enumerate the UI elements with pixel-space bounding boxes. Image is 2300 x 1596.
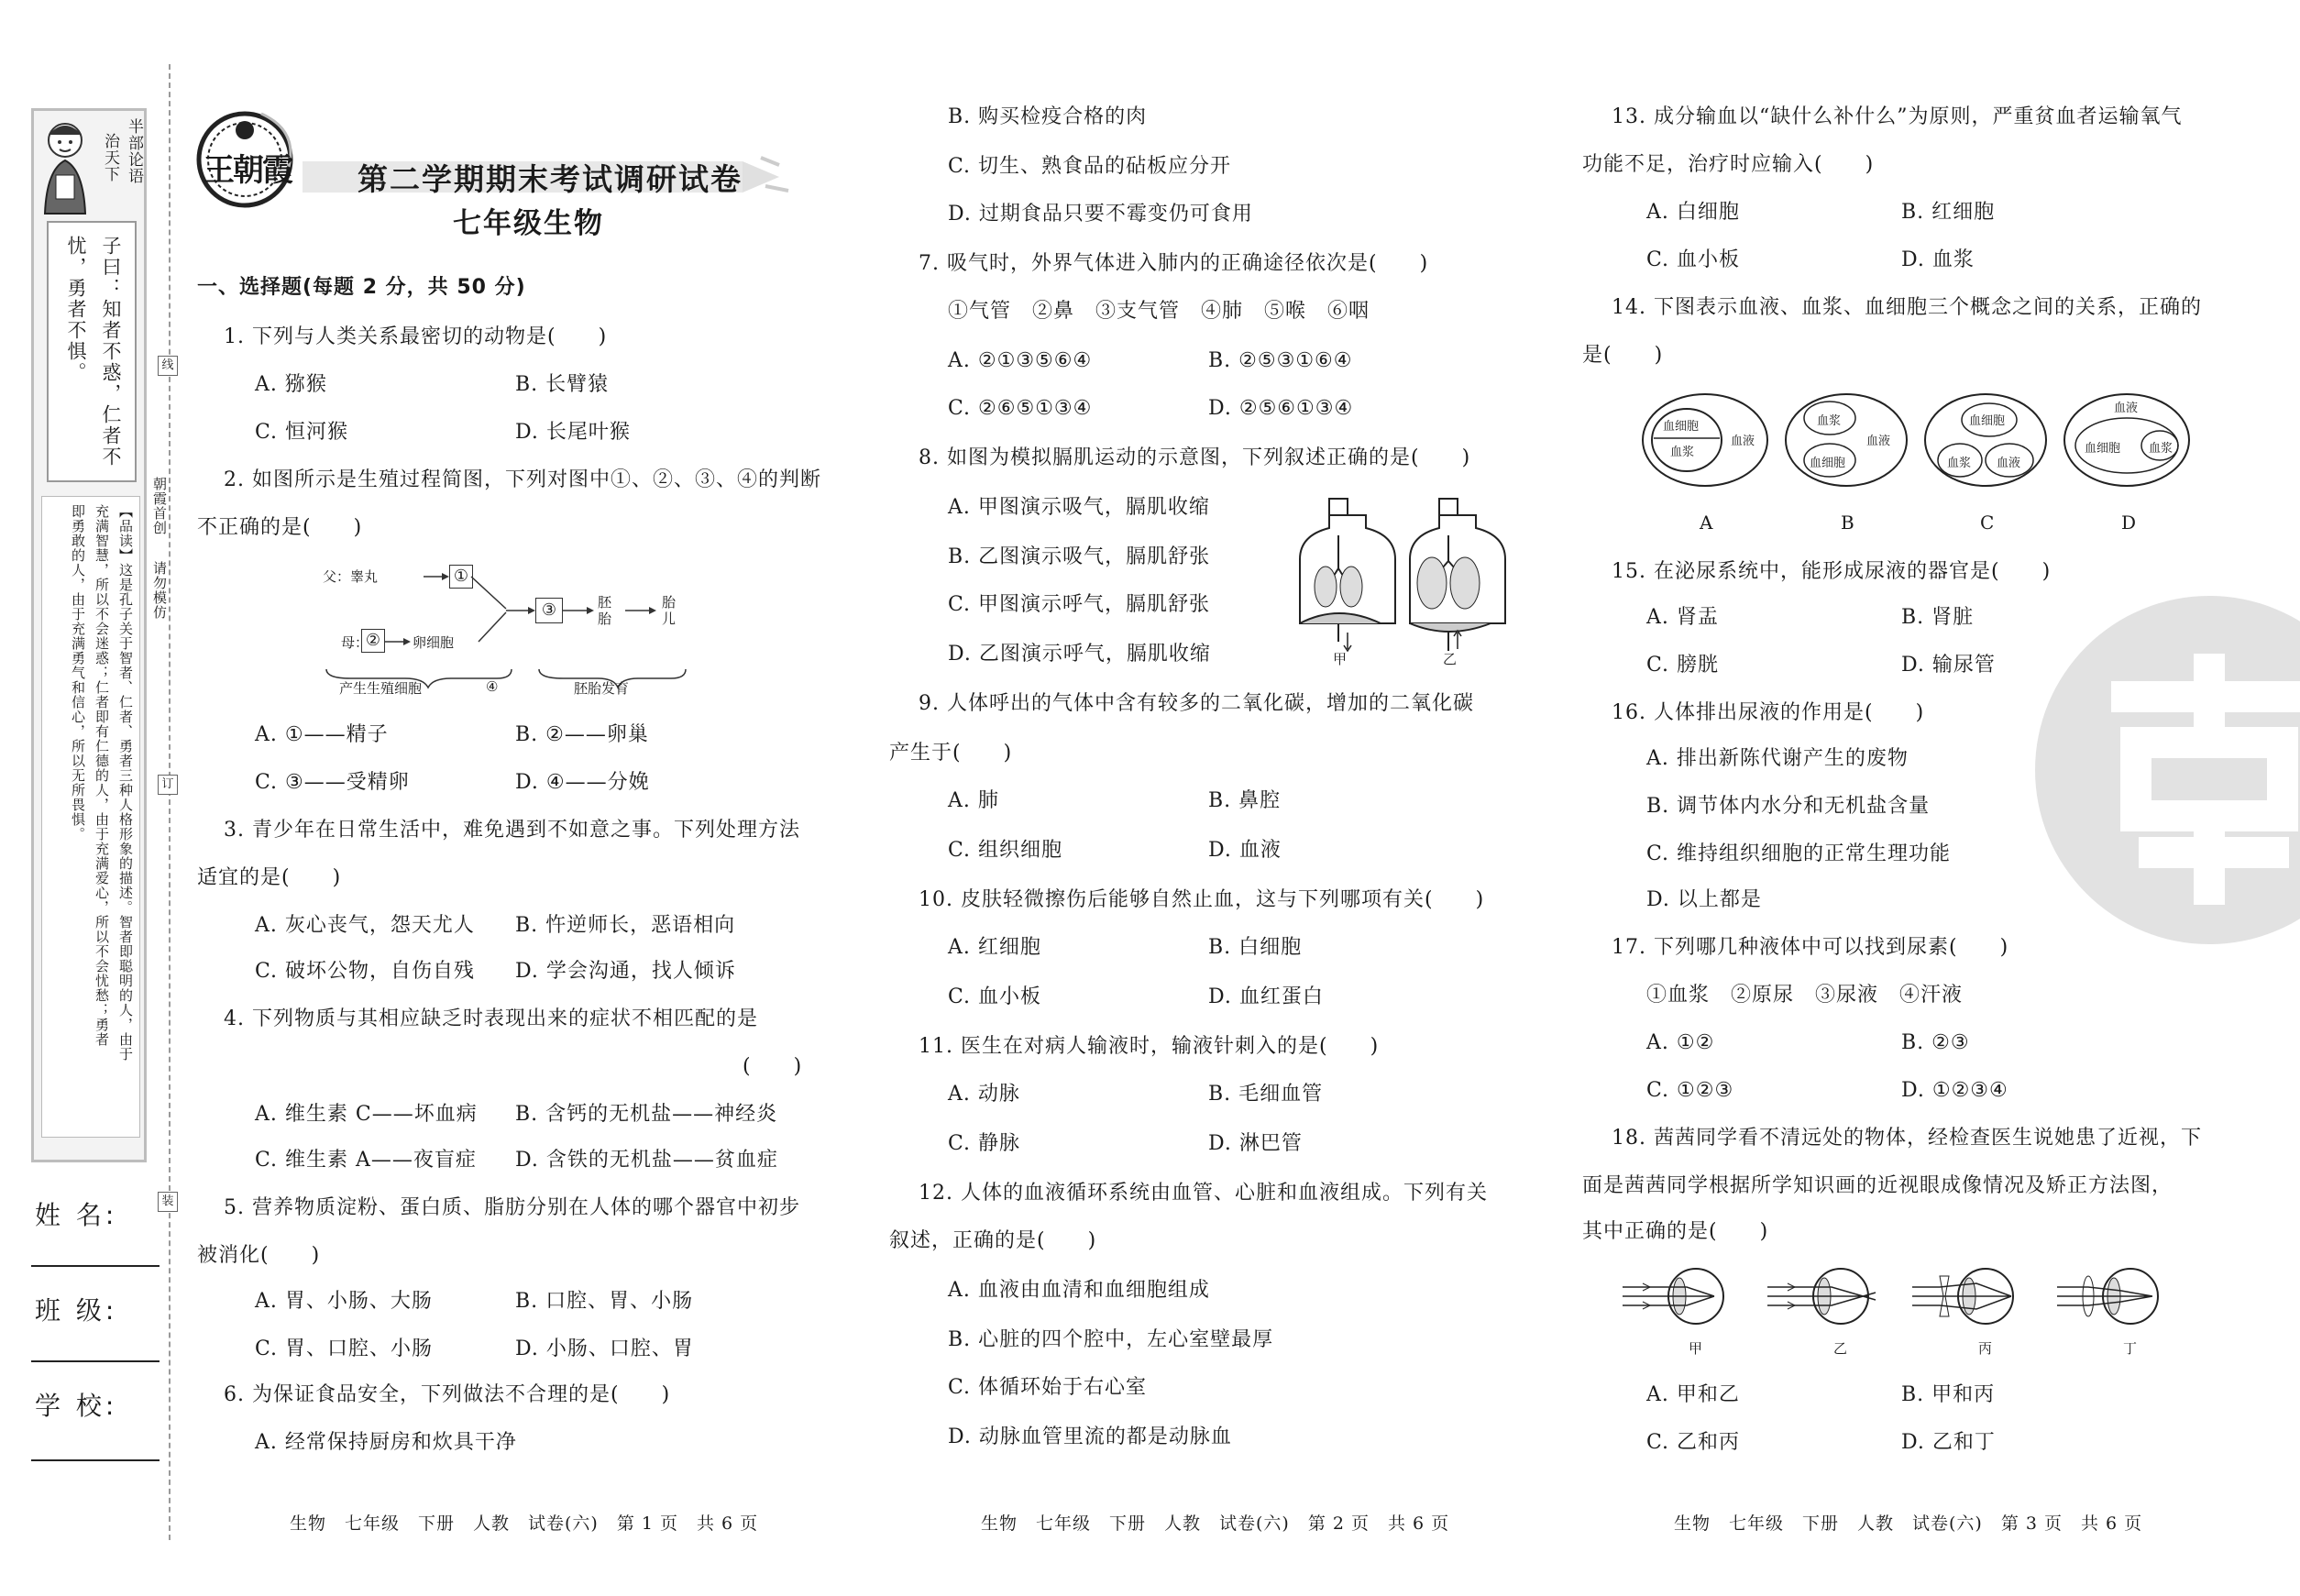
quote-line-1: 子曰：知者不惑，仁者不 <box>100 236 122 468</box>
q3-option-b[interactable]: B. 忤逆师长，恶语相向 <box>515 914 736 937</box>
q15-option-d[interactable]: D. 输尿管 <box>1901 654 1996 677</box>
q1-option-d[interactable]: D. 长尾叶猴 <box>515 421 631 444</box>
q4-option-b[interactable]: B. 含钙的无机盐——神经炎 <box>515 1103 778 1126</box>
q5-option-b[interactable]: B. 口腔、胃、小肠 <box>515 1290 694 1313</box>
q13-option-b[interactable]: B. 红细胞 <box>1901 201 1996 224</box>
confucius-figure-icon <box>36 115 94 217</box>
binding-line <box>169 64 171 1540</box>
venn-c-plasma: 血浆 <box>1947 457 1972 470</box>
q7-statements: ①气管 ②鼻 ③支气管 ④肺 ⑤喉 ⑥咽 <box>948 300 1370 323</box>
embryo-label: 胚胎 <box>598 594 612 627</box>
question-6: 6. 为保证食品安全，下列做法不合理的是( ) <box>224 1383 671 1406</box>
eye-label-jia: 甲 <box>1689 1340 1703 1357</box>
q10-option-b[interactable]: B. 白细胞 <box>1208 936 1303 959</box>
stage-2-label: ④ <box>486 678 499 695</box>
q12-option-b[interactable]: B. 心脏的四个腔中，左心室壁最厚 <box>948 1328 1274 1351</box>
eye-label-ding: 丁 <box>2123 1340 2138 1357</box>
q5-option-d[interactable]: D. 小肠、口腔、胃 <box>515 1337 694 1360</box>
school-field[interactable] <box>31 1459 160 1461</box>
quote-line-2: 忧，勇者不惧。 <box>65 236 87 383</box>
question-2: 2. 如图所示是生殖过程简图，下列对图中①、②、③、④的判断 <box>224 468 821 491</box>
venn-a-plasma: 血浆 <box>1670 446 1695 459</box>
question-8: 8. 如图为模拟膈肌运动的示意图，下列叙述正确的是( ) <box>919 446 1471 469</box>
q2-option-d[interactable]: D. ④——分娩 <box>515 771 650 794</box>
q2-option-b[interactable]: B. ②——卵巢 <box>515 723 649 746</box>
eye-label-bing: 丙 <box>1978 1340 1993 1357</box>
motto-col-2: 治天下 <box>101 133 119 182</box>
question-18-cont-2: 其中正确的是( ) <box>1582 1220 1769 1243</box>
seal-mark-bind: 订 <box>158 775 178 795</box>
mother-label: 母： <box>341 634 369 651</box>
q4-option-d[interactable]: D. 含铁的无机盐——贫血症 <box>515 1149 778 1172</box>
fetus-label: 胎儿 <box>662 594 677 627</box>
q15-option-c[interactable]: C. 膀胱 <box>1646 654 1720 677</box>
q3-option-d[interactable]: D. 学会沟通，找人倾诉 <box>515 960 736 983</box>
motto-col-1: 半部论语 <box>125 118 143 184</box>
q9-option-d[interactable]: D. 血液 <box>1208 839 1282 862</box>
q6-option-a[interactable]: A. 经常保持厨房和炊具干净 <box>255 1431 517 1454</box>
q7-option-a[interactable]: A. ②①③⑤⑥④ <box>948 349 1093 372</box>
question-15: 15. 在泌尿系统中，能形成尿液的器官是( ) <box>1612 560 2052 583</box>
question-2-cont: 不正确的是( ) <box>197 516 363 539</box>
q8-option-a[interactable]: A. 甲图演示吸气，膈肌收缩 <box>948 496 1210 519</box>
q3-option-c[interactable]: C. 破坏公物，自伤自残 <box>255 960 476 983</box>
q4-option-a[interactable]: A. 维生素 C——坏血病 <box>255 1103 478 1126</box>
myopia-eye-diagrams <box>1623 1263 2209 1364</box>
page-footer-1: 生物 七年级 下册 人教 试卷(六) 第 1 页 共 6 页 <box>290 1513 759 1534</box>
q8-option-c[interactable]: C. 甲图演示呼气，膈肌舒张 <box>948 593 1211 616</box>
reading-line-2: 充满智慧，所以不会迷惑；仁者即有仁德的人，由于充满爱心，所以不会忧愁；勇者 <box>94 504 110 1047</box>
q8-option-d[interactable]: D. 乙图演示呼气，膈肌收缩 <box>948 643 1211 666</box>
venn-a-blood: 血液 <box>1731 435 1755 448</box>
page-footer-3: 生物 七年级 下册 人教 试卷(六) 第 3 页 共 6 页 <box>1674 1513 2143 1534</box>
venn-d-plasma: 血浆 <box>2149 442 2173 456</box>
question-16: 16. 人体排出尿液的作用是( ) <box>1612 701 1925 724</box>
question-13: 13. 成分输血以“缺什么补什么”为原则，严重贫血者运输氧气 <box>1612 105 2183 128</box>
eye-label-yi: 乙 <box>1833 1340 1848 1357</box>
question-5-cont: 被消化( ) <box>197 1244 321 1267</box>
q10-option-d[interactable]: D. 血红蛋白 <box>1208 985 1324 1008</box>
q16-option-c[interactable]: C. 维持组织细胞的正常生理功能 <box>1646 842 1952 865</box>
q7-option-b[interactable]: B. ②⑤③①⑥④ <box>1208 349 1353 372</box>
question-3: 3. 青少年在日常生活中，难免遇到不如意之事。下列处理方法 <box>224 819 800 842</box>
venn-d-cells: 血细胞 <box>2085 442 2121 456</box>
name-label: 姓 名: <box>35 1200 118 1230</box>
q9-option-c[interactable]: C. 组织细胞 <box>948 839 1063 862</box>
watermark-seal <box>2026 587 2300 953</box>
venn-b-blood: 血液 <box>1866 435 1891 448</box>
question-14: 14. 下图表示血液、血浆、血细胞三个概念之间的关系，正确的 <box>1612 296 2202 319</box>
q17-option-d[interactable]: D. ①②③④ <box>1901 1079 2008 1102</box>
q2-option-a[interactable]: A. ①——精子 <box>255 723 389 746</box>
reproduction-diagram <box>323 561 689 703</box>
q18-option-d[interactable]: D. 乙和丁 <box>1901 1431 1996 1454</box>
q12-option-d[interactable]: D. 动脉血管里流的都是动脉血 <box>948 1425 1232 1448</box>
q10-option-c[interactable]: C. 血小板 <box>948 985 1042 1008</box>
q4-option-c[interactable]: C. 维生素 A——夜盲症 <box>255 1149 477 1172</box>
page-title: 第二学期期末考试调研试卷 <box>358 161 743 197</box>
stage-1-label: 产生生殖细胞 <box>339 680 423 697</box>
q11-option-d[interactable]: D. 淋巴管 <box>1208 1132 1303 1155</box>
question-18: 18. 茜茜同学看不清远处的物体，经检查医生说她患了近视，下 <box>1612 1127 2202 1150</box>
q10-option-a[interactable]: A. 红细胞 <box>948 936 1041 959</box>
q9-option-b[interactable]: B. 鼻腔 <box>1208 789 1282 812</box>
q9-option-a[interactable]: A. 肺 <box>948 789 999 812</box>
question-11: 11. 医生在对病人输液时，输液针刺入的是( ) <box>919 1035 1380 1058</box>
q11-option-a[interactable]: A. 动脉 <box>948 1083 1020 1106</box>
question-17: 17. 下列哪几种液体中可以找到尿素( ) <box>1612 936 2009 959</box>
model-label-jia: 甲 <box>1333 651 1348 667</box>
q5-option-c[interactable]: C. 胃、口腔、小肠 <box>255 1337 434 1360</box>
diagram-box-2: ② <box>361 629 385 653</box>
q13-option-a[interactable]: A. 白细胞 <box>1646 201 1740 224</box>
q12-option-c[interactable]: C. 体循环始于右心室 <box>948 1376 1148 1399</box>
q6-option-b[interactable]: B. 购买检疫合格的肉 <box>948 105 1148 128</box>
question-3-cont: 适宜的是( ) <box>197 866 342 889</box>
class-field[interactable] <box>31 1360 160 1362</box>
diagram-box-3: ③ <box>535 598 563 623</box>
quote-box <box>47 221 137 482</box>
question-10: 10. 皮肤轻微擦伤后能够自然止血，这与下列哪项有关( ) <box>919 888 1485 911</box>
reading-box <box>41 496 140 1138</box>
q16-option-a[interactable]: A. 排出新陈代谢产生的废物 <box>1646 747 1909 770</box>
venn-label-a[interactable]: A <box>1700 512 1713 534</box>
venn-c-cells: 血细胞 <box>1969 414 2006 428</box>
q18-option-b[interactable]: B. 甲和丙 <box>1901 1383 1996 1406</box>
q5-option-a[interactable]: A. 胃、小肠、大肠 <box>255 1290 433 1313</box>
section-title: 一、选择题(每题 2 分，共 50 分) <box>197 276 526 299</box>
q3-option-a[interactable]: A. 灰心丧气，怨天尤人 <box>255 914 475 937</box>
q11-option-b[interactable]: B. 毛细血管 <box>1208 1083 1324 1106</box>
logo-text: 王朝霞 <box>204 152 292 189</box>
venn-a-cells: 血细胞 <box>1663 420 1700 434</box>
subject-title: 七年级生物 <box>453 207 604 240</box>
q16-option-b[interactable]: B. 调节体内水分和无机盐含量 <box>1646 795 1931 818</box>
question-7: 7. 吸气时，外界气体进入肺内的正确途径依次是( ) <box>919 252 1429 275</box>
reading-line-1: 【品读】这是孔子关于智者、仁者、勇者三种人格形象的描述。智者即聪明的人，由于 <box>117 504 134 1062</box>
q13-option-d[interactable]: D. 血浆 <box>1901 248 1975 271</box>
q2-option-c[interactable]: C. ③——受精卵 <box>255 771 410 794</box>
reading-line-3: 即勇敢的人，由于充满勇气和信心，所以无所畏惧。 <box>70 504 86 842</box>
question-12: 12. 人体的血液循环系统由血管、心脏和血液组成。下列有关 <box>919 1182 1488 1205</box>
venn-label-d[interactable]: D <box>2121 512 2137 534</box>
q11-option-c[interactable]: C. 静脉 <box>948 1132 1021 1155</box>
question-9: 9. 人体呼出的气体中含有较多的二氧化碳，增加的二氧化碳 <box>919 692 1474 715</box>
question-1: 1. 下列与人类关系最密切的动物是( ) <box>224 325 608 348</box>
q15-option-b[interactable]: B. 肾脏 <box>1901 606 1975 629</box>
q17-option-a[interactable]: A. ①② <box>1646 1031 1715 1054</box>
q4-answer-paren: ( ) <box>743 1055 803 1078</box>
q6-option-c[interactable]: C. 切生、熟食品的砧板应分开 <box>948 155 1232 178</box>
q7-option-c[interactable]: C. ②⑥⑤①③④ <box>948 397 1093 420</box>
side-note-2: 请勿模仿 <box>151 561 168 620</box>
venn-c-blood: 血液 <box>1997 457 2021 470</box>
name-field[interactable] <box>31 1265 160 1267</box>
question-18-cont: 面是茜茜同学根据所学知识画的近视眼成像情况及矫正方法图， <box>1582 1174 2173 1197</box>
seal-mark-line: 线 <box>158 356 178 376</box>
egg-label: 卵细胞 <box>413 634 455 651</box>
question-13-cont: 功能不足，治疗时应输入( ) <box>1582 153 1875 176</box>
question-4: 4. 下列物质与其相应缺乏时表现出来的症状不相匹配的是 <box>224 1007 758 1030</box>
venn-label-c[interactable]: C <box>1980 512 1995 534</box>
q16-option-d[interactable]: D. 以上都是 <box>1646 888 1762 911</box>
seal-mark-seal: 装 <box>158 1192 178 1212</box>
q1-option-a[interactable]: A. 猕猴 <box>255 373 327 396</box>
venn-d-blood: 血液 <box>2114 402 2139 415</box>
question-14-cont: 是( ) <box>1582 344 1664 367</box>
q1-option-c[interactable]: C. 恒河猴 <box>255 421 349 444</box>
question-12-cont: 叙述，正确的是( ) <box>889 1229 1097 1252</box>
q18-option-c[interactable]: C. 乙和丙 <box>1646 1431 1741 1454</box>
class-label: 班 级: <box>35 1295 118 1326</box>
q17-option-b[interactable]: B. ②③ <box>1901 1031 1970 1054</box>
q13-option-c[interactable]: C. 血小板 <box>1646 248 1741 271</box>
q17-statements: ①血浆 ②原尿 ③尿液 ④汗液 <box>1646 984 1964 1007</box>
question-5: 5. 营养物质淀粉、蛋白质、脂肪分别在人体的哪个器官中初步 <box>224 1196 800 1219</box>
model-label-yi: 乙 <box>1443 651 1458 667</box>
page-footer-2: 生物 七年级 下册 人教 试卷(六) 第 2 页 共 6 页 <box>981 1513 1450 1534</box>
side-note-1: 朝霞首创 <box>151 477 168 535</box>
q8-option-b[interactable]: B. 乙图演示吸气，膈肌舒张 <box>948 545 1211 568</box>
blood-venn-diagrams <box>1641 385 2209 541</box>
diaphragm-model-diagram <box>1294 495 1514 669</box>
diagram-box-1: ① <box>449 565 473 589</box>
stage-3-label: 胚胎发育 <box>574 680 630 697</box>
venn-b-plasma: 血浆 <box>1817 414 1842 428</box>
q18-option-a[interactable]: A. 甲和乙 <box>1646 1383 1740 1406</box>
q12-option-a[interactable]: A. 血液由血清和血细胞组成 <box>948 1279 1210 1302</box>
venn-label-b[interactable]: B <box>1841 512 1854 534</box>
school-label: 学 校: <box>35 1391 118 1421</box>
q15-option-a[interactable]: A. 肾盂 <box>1646 606 1719 629</box>
q17-option-c[interactable]: C. ①②③ <box>1646 1079 1734 1102</box>
sidebar-strip <box>31 108 147 1162</box>
father-label: 父：睾丸 <box>323 568 379 585</box>
venn-b-cells: 血细胞 <box>1810 457 1846 470</box>
q6-option-d[interactable]: D. 过期食品只要不霉变仍可食用 <box>948 203 1253 226</box>
q1-option-b[interactable]: B. 长臂猿 <box>515 373 610 396</box>
q7-option-d[interactable]: D. ②⑤⑥①③④ <box>1208 397 1354 420</box>
question-9-cont: 产生于( ) <box>889 742 1013 765</box>
